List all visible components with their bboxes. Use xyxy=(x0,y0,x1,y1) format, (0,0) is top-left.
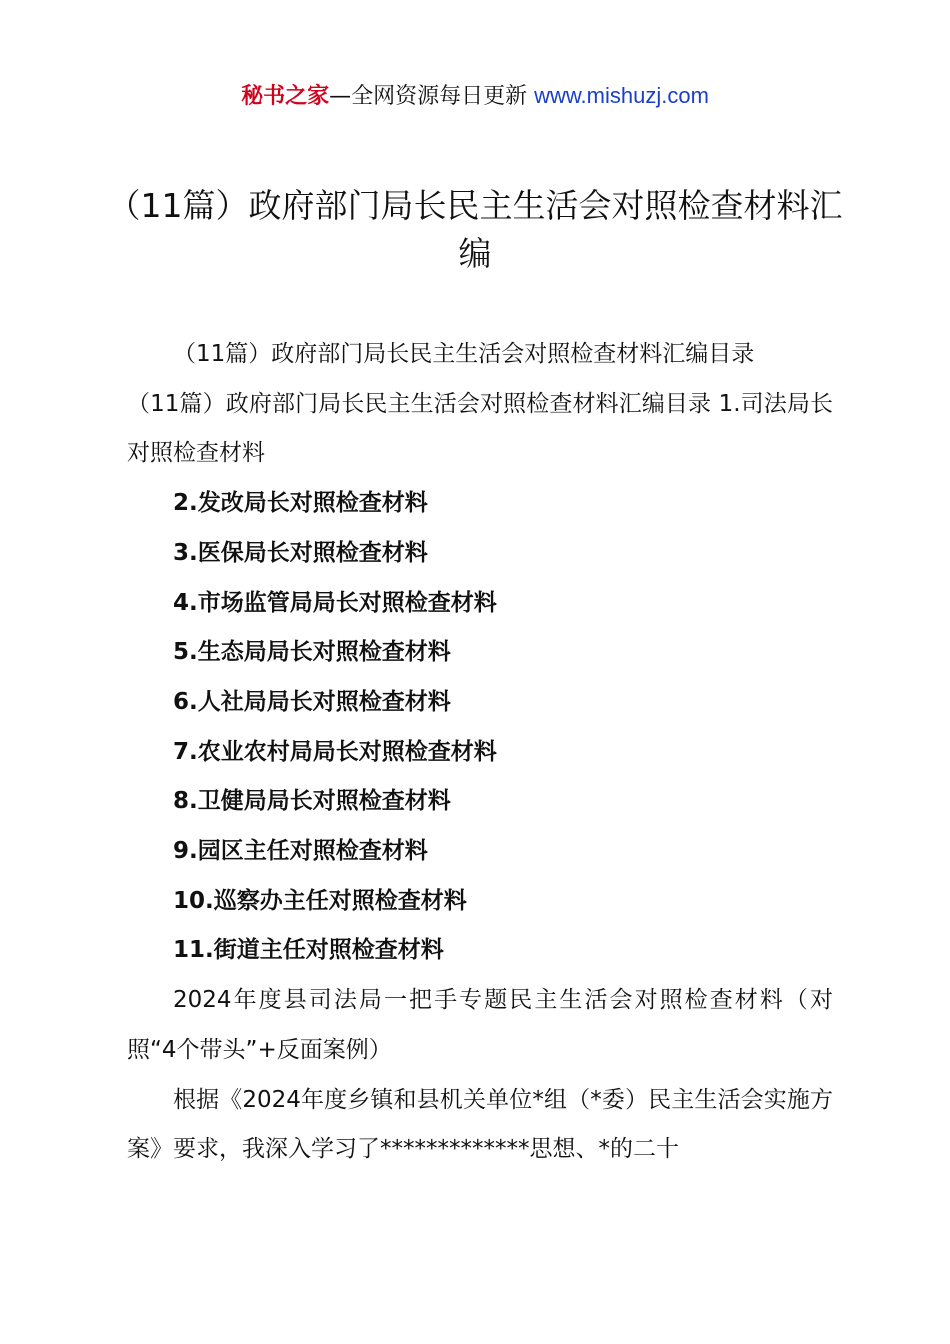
toc-heading: （11篇）政府部门局长民主生活会对照检查材料汇编目录 xyxy=(173,341,755,367)
banner-tagline: —全网资源每日更新 xyxy=(329,84,528,109)
toc-item: 4.市场监管局局长对照检查材料 xyxy=(173,589,497,616)
body-paragraph: 根据《2024年度乡镇和县机关单位*组（*委）民主生活会实施方案》要求，我深入学习了*************思想、*的二十 xyxy=(127,1086,833,1163)
document-title: （11篇）政府部门局长民主生活会对照检查材料汇编 xyxy=(107,186,843,273)
toc-item: 9.园区主任对照检查材料 xyxy=(173,838,428,865)
document-body xyxy=(127,330,833,1175)
toc-item: 6.人社局局长对照检查材料 xyxy=(173,688,451,715)
toc-intro: （11篇）政府部门局长民主生活会对照检查材料汇编目录 1.司法局长对照检查材料 xyxy=(127,390,833,467)
toc-item: 8.卫健局局长对照检查材料 xyxy=(173,788,451,815)
toc-item: 5.生态局局长对照检查材料 xyxy=(173,639,451,666)
section-title: 2024年度县司法局一把手专题民主生活会对照检查材料（对照“4个带头”+反面案例） xyxy=(127,987,833,1063)
toc-item: 10.巡察办主任对照检查材料 xyxy=(173,887,467,914)
brand-name: 秘书之家 xyxy=(241,84,330,109)
site-url-link[interactable]: www.mishuzj.com xyxy=(534,83,709,108)
site-banner xyxy=(0,80,950,113)
toc-item: 7.农业农村局局长对照检查材料 xyxy=(173,738,497,765)
toc-item: 11.街道主任对照检查材料 xyxy=(173,937,444,964)
toc-item: 3.医保局长对照检查材料 xyxy=(173,539,428,566)
toc-item: 2.发改局长对照检查材料 xyxy=(173,490,428,517)
